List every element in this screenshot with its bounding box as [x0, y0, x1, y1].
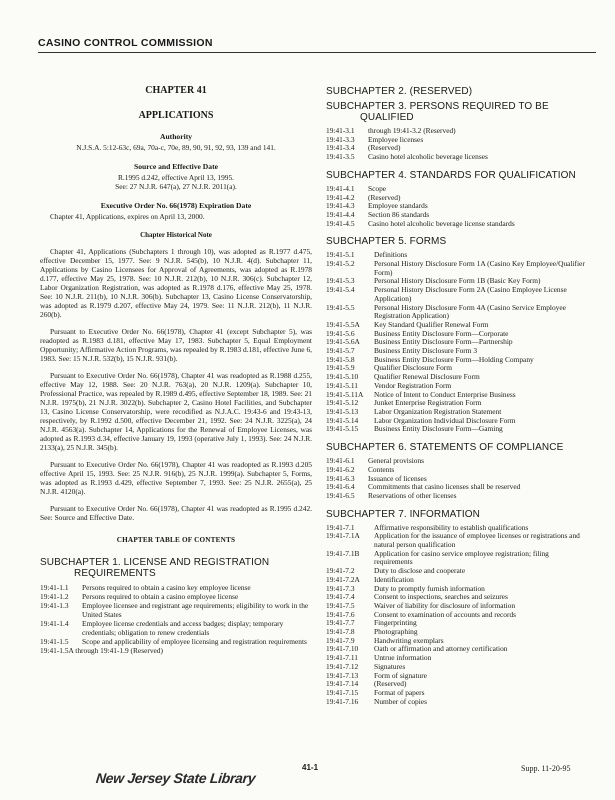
section-title: Format of papers	[374, 687, 425, 697]
section-title: Business Entity Disclosure Form—Partnership	[374, 337, 513, 347]
running-header: CASINO CONTROL COMMISSION	[38, 37, 213, 49]
section-title: Casino hotel alcoholic beverage licenses	[368, 152, 488, 162]
page-number: 41-1	[302, 763, 319, 772]
section-number: 19:41-4.3	[326, 201, 355, 211]
toc-entry[interactable]	[326, 220, 588, 229]
subchapter-5-heading: SUBCHAPTER 5. FORMS	[326, 236, 447, 248]
section-title: Personal History Disclosure Form 4A (Casino Service Employee Registration Application)	[374, 302, 566, 321]
header-rule	[38, 52, 596, 53]
toc-entry[interactable]	[326, 194, 588, 203]
section-number: 19:41-6.4	[326, 482, 355, 492]
section-number: 19:41-7.15	[326, 687, 359, 697]
section-title: Business Entity Disclosure Form—Corporate	[374, 328, 509, 338]
authority-heading: Authority	[159, 132, 193, 141]
section-number: 19:41-7.1B	[326, 548, 360, 558]
section-number: 19:41-5.6	[326, 328, 355, 338]
subchapter-3-heading	[326, 101, 588, 123]
toc-entry[interactable]	[326, 260, 588, 277]
toc-heading: CHAPTER TABLE OF CONTENTS	[116, 536, 236, 544]
exec-order-heading: Executive Order No. 66(1978) Expiration Date	[100, 201, 252, 210]
section-title: Oath or affirmation and attorney certification	[374, 644, 508, 654]
section-number: 19:41-5.11	[326, 380, 358, 390]
section-number: 19:41-3.4	[326, 143, 355, 153]
toc-entry[interactable]	[326, 202, 588, 211]
section-number: 19:41-1.4	[40, 619, 69, 628]
toc-entry[interactable]	[326, 136, 588, 145]
section-number: 19:41-6.3	[326, 473, 355, 483]
section-number: 19:41-6.2	[326, 464, 355, 474]
section-number: 19:41-4.1	[326, 183, 355, 193]
section-title: Business Entity Disclosure Form—Holding Company	[374, 354, 534, 364]
section-number: 19:41-1.3	[40, 601, 69, 610]
source-line-2: See: 27 N.J.R. 647(a), 27 N.J.R. 2011(a).	[115, 182, 237, 191]
section-number: 19:41-1.5	[40, 637, 69, 646]
section-number: 19:41-7.1	[326, 522, 355, 532]
section-number: 19:41-5.7	[326, 346, 355, 356]
section-title: Handwriting exemplars	[374, 635, 444, 645]
toc-entry[interactable]	[326, 680, 588, 689]
section-title: Application for the issuance of employee licenses or registrations and natural person qualification	[374, 531, 580, 550]
section-title: Fingerprinting	[374, 618, 417, 628]
section-number: 19:41-7.5	[326, 600, 355, 610]
section-title: Contents	[368, 464, 395, 474]
section-title: Qualifier Disclosure Form	[374, 363, 452, 373]
section-title: Issuance of licenses	[368, 473, 427, 483]
section-number: 19:41-7.3	[326, 583, 355, 593]
section-title: Duty to disclose and cooperate	[374, 566, 466, 576]
section-title: Duty to promptly furnish information	[374, 583, 485, 593]
section-title: Employee licensee and registrant age requirements; eligibility to work in the United States	[82, 601, 309, 619]
source-line-1: R.1995 d.242, effective April 13, 1995.	[117, 173, 235, 182]
section-number: 19:41-3.3	[326, 134, 355, 144]
historical-note-p5: Pursuant to Executive Order No. 66(1978), Chapter 41 was readopted as R.1995 d.242. See: Source and Effective Date.	[40, 504, 312, 522]
section-number: 19:41-1.1	[40, 583, 69, 592]
section-number: 19:41-3.1	[326, 126, 355, 135]
section-number: 19:41-7.11	[326, 653, 358, 663]
section-number: 19:41-6.1	[326, 456, 355, 466]
section-title: General provisions	[368, 456, 425, 466]
section-number: 19:41-5.6A	[326, 337, 360, 347]
subchapter-1-line-1: SUBCHAPTER 1. LICENSE AND REGISTRATION	[40, 557, 270, 568]
authority-text: N.J.S.A. 5:12-63c, 69a, 70a-c, 70e, 89, 90, 91, 92, 93, 139 and 141.	[76, 143, 276, 152]
toc-entry[interactable]	[326, 286, 588, 303]
toc-entry[interactable]	[326, 356, 588, 365]
section-number: 19:41-3.5	[326, 152, 355, 162]
section-number: 19:41-7.6	[326, 609, 355, 619]
section-number: 19:41-5.5A	[326, 319, 360, 329]
toc-entry[interactable]	[40, 592, 312, 601]
toc-entry[interactable]	[40, 619, 312, 637]
historical-note-p1: Chapter 41, Applications (Subchapters 1 through 10), was adopted as R.1977 d.475, effective December 15, 1977. See: 9 N.J.R. 545(b), 10 N.J.R. 4(d). Subchapter 11, Applications by Casino Licensees for Approval of Agreements, was adopted as R.1978 d.177, effective May 25, 1978. See: 10 N.J.R. 212(b), 10 N.J.R. 306(c). Subchapter 12, Labor Organization Registration, was adopted as R.1978 d.176, effective May 25, 1978. See: 10 N.J.R. 211(b), 10 N.J.R. 306(b). Subchapter 13, Casino License Conservatorship, was adopted as R.1979 d.207, effective May 24, 1979. See: 11 N.J.R. 212(b), 11 N.J.R. 260(b).	[40, 247, 312, 319]
toc-entry[interactable]	[326, 483, 588, 492]
section-number: 19:41-4.2	[326, 192, 355, 202]
source-heading: Source and Effective Date	[133, 162, 218, 171]
subchapter-1-list	[40, 583, 312, 655]
section-number: 19:41-7.2	[326, 566, 355, 576]
section-number: 19:41-1.2	[40, 592, 69, 601]
subchapter-4-heading: SUBCHAPTER 4. STANDARDS FOR QUALIFICATION	[326, 169, 576, 181]
chapter-title: APPLICATIONS	[138, 110, 214, 121]
chapter-number: CHAPTER 41	[145, 85, 207, 96]
toc-entry[interactable]	[40, 637, 312, 646]
subchapter-3-list	[326, 127, 588, 162]
toc-entry[interactable]	[326, 492, 588, 501]
toc-entry[interactable]	[326, 698, 588, 707]
library-stamp: New Jersey State Library	[95, 770, 257, 786]
toc-entry[interactable]	[326, 373, 588, 382]
section-title: Commitments that casino licenses shall be reserved	[368, 482, 521, 492]
section-title: Casino hotel alcoholic beverage license standards	[368, 218, 515, 228]
section-number: 19:41-5.13	[326, 406, 359, 416]
section-title: Number of copies	[374, 696, 427, 706]
toc-entry[interactable]	[326, 654, 588, 663]
section-title: (Reserved)	[374, 679, 407, 689]
section-title: Notice of Intent to Conduct Enterprise Business	[374, 389, 516, 399]
subchapter-6-heading: SUBCHAPTER 6. STATEMENTS OF COMPLIANCE	[326, 442, 564, 454]
section-number: 19:41-5.11A	[326, 389, 364, 399]
toc-entry[interactable]	[326, 127, 588, 136]
subchapter-6-list	[326, 457, 588, 501]
toc-entry-reserved[interactable]: 19:41-1.5A through 19:41-1.9 (Reserved)	[40, 646, 163, 655]
historical-note-p3: Pursuant to Executive Order No. 66(1978), Chapter 41 was readopted as R.1988 d.255, effective May 12, 1988. See: 20 N.J.R. 763(a), 20 N.J.R. 1209(a). Subchapter 10, Professional Practice, was repealed by R.1989 d.495, effective September 18, 1989. See: 21 N.J.R. 1975(b), 21 N.J.R. 3022(b). Subchapter 2, Casino Hotel Facilities, and Subchapter 13, Casino License Conservatorship, were recodified as N.J.A.C. 19:43-6 and 19:43-13, respectively, by R.1992 d.500, effective December 21, 1992. See: 24 N.J.R. 3225(a), 24 N.J.R. 4563(a). Subchapter 14, Applications for the Renewal of Employee Licenses, was adopted as R.1993 d.34, effective January 19, 1993 (operative July 1, 1993). See: 24 N.J.R. 2133(a), 25 N.J.R. 345(b).	[40, 371, 312, 452]
section-number: 19:41-5.15	[326, 424, 359, 434]
section-number: 19:41-5.9	[326, 363, 355, 373]
section-title: (Reserved)	[368, 143, 401, 153]
subchapter-4-list	[326, 185, 588, 229]
section-number: 19:41-7.1A	[326, 531, 360, 541]
section-title: Employee license credentials and access badges; display; temporary credentials; obligation to renew credentials	[82, 619, 284, 637]
exec-order-text: Chapter 41, Applications, expires on April 13, 2000.	[50, 212, 205, 221]
section-title: Qualifier Renewal Disclosure Form	[374, 372, 480, 382]
section-number: 19:41-5.14	[326, 415, 359, 425]
section-number: 19:41-4.5	[326, 218, 355, 228]
toc-entry[interactable]	[326, 466, 588, 475]
section-number: 19:41-7.2A	[326, 574, 360, 584]
section-title: Untrue information	[374, 653, 432, 663]
section-number: 19:41-5.4	[326, 285, 355, 295]
subchapter-1-line-2: REQUIREMENTS	[74, 568, 156, 579]
subchapter-2-heading: SUBCHAPTER 2. (RESERVED)	[326, 86, 473, 97]
section-title: Personal History Disclosure Form 2A (Casino Employee License Application)	[374, 285, 567, 303]
section-number: 19:41-5.8	[326, 354, 355, 364]
section-title: Reservations of other licenses	[368, 490, 457, 500]
section-number: 19:41-7.7	[326, 618, 355, 628]
section-title: through 19:41-3.2 (Reserved)	[368, 126, 456, 135]
section-number: 19:41-7.13	[326, 670, 359, 680]
toc-entry[interactable]	[326, 611, 588, 620]
section-number: 19:41-6.5	[326, 490, 355, 500]
toc-entry[interactable]	[326, 663, 588, 672]
section-number: 19:41-7.14	[326, 679, 359, 689]
subchapter-1-heading	[40, 557, 312, 579]
section-number: 19:41-5.1	[326, 250, 355, 260]
section-title: Junket Enterprise Registration Form	[374, 398, 482, 408]
toc-entry[interactable]	[326, 689, 588, 698]
toc-entry[interactable]	[326, 304, 588, 321]
section-title: Business Entity Disclosure Form—Gaming	[374, 424, 503, 434]
section-title: Consent to inspections, searches and seizures	[374, 592, 508, 602]
historical-note-heading: Chapter Historical Note	[140, 231, 212, 239]
section-title: Vendor Registration Form	[374, 380, 452, 390]
section-title: Key Standard Qualifier Renewal Form	[374, 319, 489, 329]
toc-entry[interactable]	[326, 672, 588, 681]
toc-entry[interactable]	[326, 153, 588, 162]
section-number: 19:41-4.4	[326, 209, 355, 219]
section-number: 19:41-5.5	[326, 302, 355, 312]
section-title: Affirmative responsibility to establish qualifications	[374, 522, 529, 532]
section-title: Section 86 standards	[368, 209, 430, 219]
toc-entry[interactable]	[326, 457, 588, 466]
section-title: Business Entity Disclosure Form 3	[374, 346, 478, 356]
section-title: (Reserved)	[368, 192, 401, 202]
section-title: Signatures	[374, 661, 406, 671]
section-title: Employee licenses	[368, 134, 424, 144]
section-title: Labor Organization Registration Statement	[374, 406, 502, 416]
toc-entry[interactable]	[40, 583, 312, 592]
section-title: Identification	[374, 574, 414, 584]
historical-note-p2: Pursuant to Executive Order No. 66(1978), Chapter 41 (except Subchapter 5), was readopted as R.1983 d.181, effective May 17, 1983. Subchapter 5, Equal Employment Opportunity; Affirmative Action Programs, was repealed by R.1983 d.181, effective June 6, 1983. See: 15 N.J.R. 532(b), 15 N.J.R. 931(b).	[40, 327, 312, 363]
section-title: Scope	[368, 183, 387, 193]
historical-note-p4: Pursuant to Executive Order No. 66(1978), Chapter 41 was readopted as R.1993 d.205 effective April 15, 1993. See: 25 N.J.R. 916(b), 25 N.J.R. 1999(a). Subchapter 5, Forms, was adopted as R.1993 d.429, effective September 7, 1993. See: 25 N.J.R. 2655(a), 25 N.J.R. 4120(a).	[40, 460, 312, 496]
section-title: Persons required to obtain a casino employee license	[82, 592, 239, 601]
subchapter-3-line-1: SUBCHAPTER 3. PERSONS REQUIRED TO BE	[326, 101, 549, 112]
section-title: Photographing	[374, 627, 418, 637]
section-title: Waiver of liability for disclosure of information	[374, 600, 516, 610]
toc-entry[interactable]	[326, 645, 588, 654]
section-title: Personal History Disclosure Form 1A (Casino Key Employee/Qualifier Form)	[374, 259, 585, 277]
subchapter-7-heading: SUBCHAPTER 7. INFORMATION	[326, 508, 480, 520]
toc-entry[interactable]	[326, 185, 588, 194]
section-title: Persons required to obtain a casino key employee license	[82, 583, 251, 592]
toc-entry[interactable]	[326, 619, 588, 628]
toc-entry[interactable]	[326, 532, 588, 549]
supplement-date: Supp. 11-20-95	[521, 764, 571, 773]
subchapter-7-list	[326, 524, 588, 707]
section-number: 19:41-5.3	[326, 276, 355, 286]
section-title: Consent to examination of accounts and records	[374, 609, 517, 619]
subchapter-3-line-2: QUALIFIED	[360, 112, 414, 123]
section-title: Employee standards	[368, 201, 428, 211]
section-number: 19:41-7.10	[326, 644, 359, 654]
section-number: 19:41-7.4	[326, 592, 355, 602]
section-title: Definitions	[374, 250, 408, 260]
section-title: Scope and applicability of employee licensing and registration requirements	[82, 637, 307, 646]
section-number: 19:41-5.12	[326, 398, 359, 408]
left-column	[40, 86, 312, 663]
section-number: 19:41-7.12	[326, 661, 359, 671]
section-title: Labor Organization Individual Disclosure Form	[374, 415, 516, 425]
toc-entry[interactable]	[326, 567, 588, 576]
section-number: 19:41-5.10	[326, 372, 359, 382]
section-number: 19:41-5.2	[326, 259, 355, 269]
section-number: 19:41-7.8	[326, 627, 355, 637]
section-title: Personal History Disclosure Form 1B (Basic Key Form)	[374, 276, 541, 286]
toc-entry[interactable]	[40, 601, 312, 619]
section-title: Form of signature	[374, 670, 427, 680]
toc-entry[interactable]	[326, 425, 588, 434]
section-number: 19:41-7.16	[326, 696, 359, 706]
toc-entry[interactable]	[326, 550, 588, 567]
section-number: 19:41-7.9	[326, 635, 355, 645]
subchapter-5-list	[326, 251, 588, 434]
section-title: Application for casino service employee registration; filing requirements	[374, 548, 549, 567]
right-column	[326, 86, 588, 714]
toc-entry[interactable]	[326, 628, 588, 637]
